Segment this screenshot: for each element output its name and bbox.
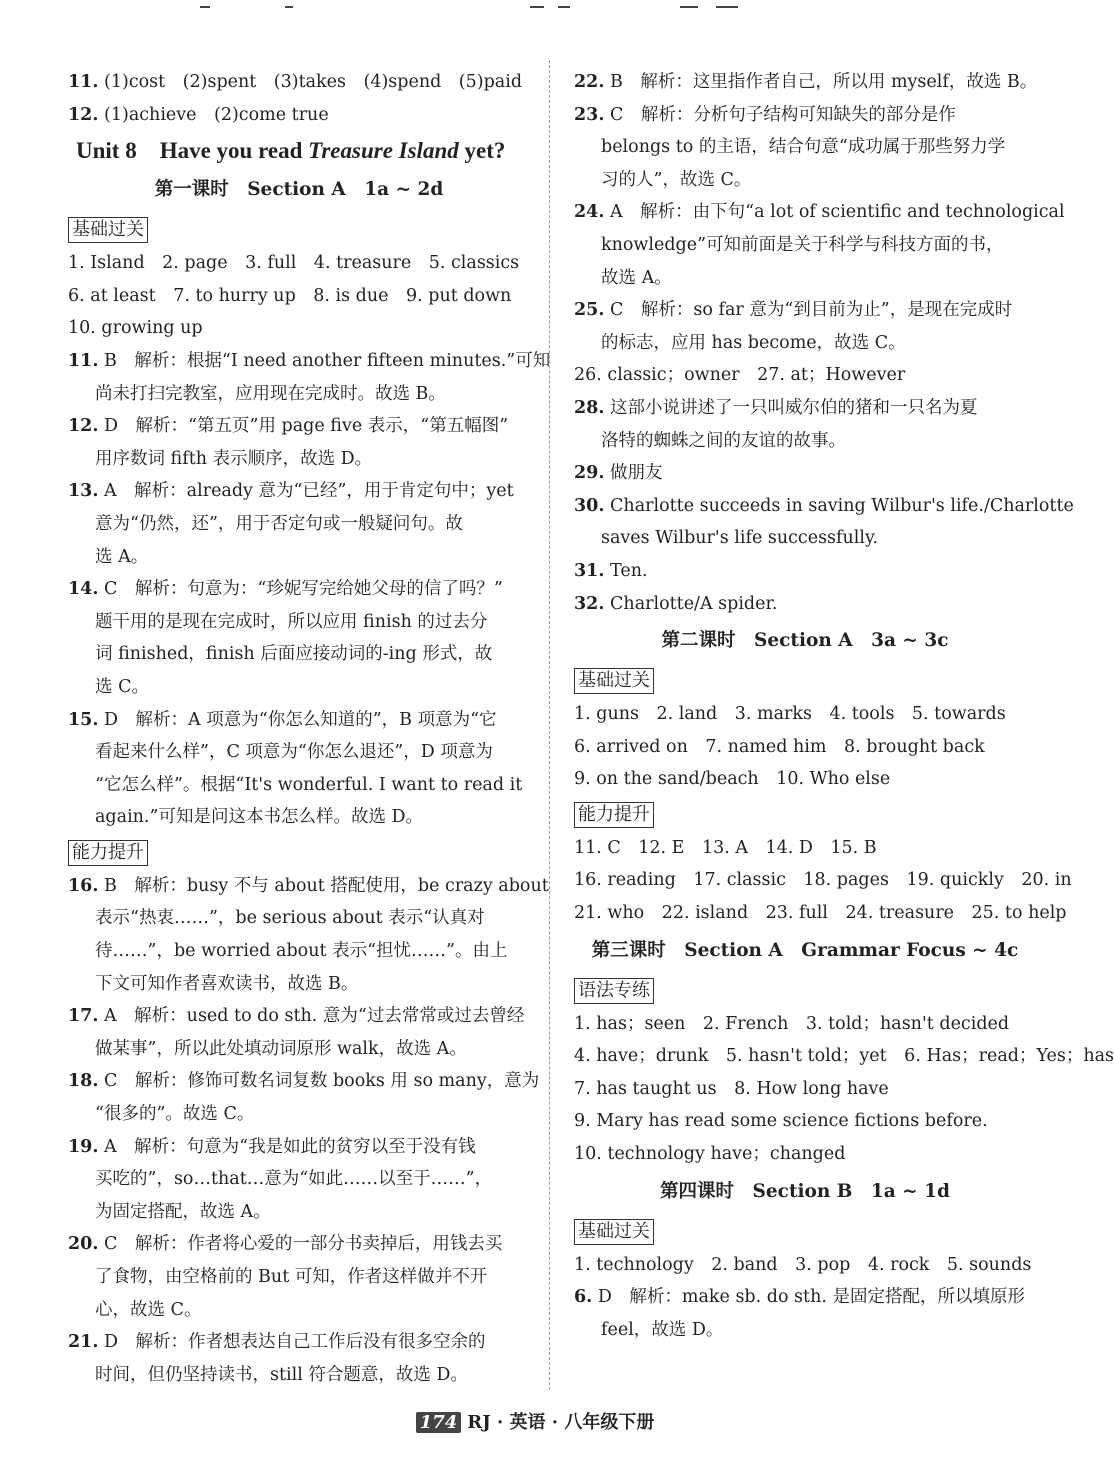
answer-text: D 解析：make sb. do sth. 是固定搭配，所以填原形 [597,1287,1025,1308]
answer-text: C 解析：修饰可数名词复数 books 用 so many，意为 [104,1071,540,1092]
answer-item [68,704,530,834]
answer-number: 17. [68,1006,99,1027]
left-column [68,66,551,1391]
answer-line [574,262,1036,295]
answer-number: 12. [68,104,99,125]
answer-number: 15. [68,709,99,730]
answer-line [574,66,1036,99]
answer-item [574,588,1036,621]
answer-text: C 解析：so far 意为“到目前为止”，是现在完成时 [610,300,1013,321]
page-footer [0,1408,1070,1434]
answer-line [68,638,530,671]
answer-text: 为固定搭配，故选 A。 [95,1201,271,1222]
answer-number: 12. [68,416,99,437]
answer-text: 的标志，应用 has become，故选 C。 [601,332,906,353]
answer-number: 13. [68,481,99,502]
answer-text: 做某事”，所以此处填动词原形 walk，故选 A。 [95,1038,467,1059]
answer-line [574,392,1036,425]
answer-line [574,131,1036,164]
answer-line: 1. technology 2. band 3. pop 4. rock 5. sounds [574,1254,1032,1275]
category-badge: 基础过关 [574,1219,654,1245]
answer-item [68,410,530,475]
answer-text: A 解析：由下句“a lot of scientific and technological [610,202,1065,223]
answer-item [68,1000,530,1065]
answer-line [68,1261,530,1294]
answer-item [574,392,1036,457]
answer-line [68,410,530,443]
answer-line: 1. Island 2. page 3. full 4. treasure 5. classics [68,253,520,274]
answer-line: 11. C 12. E 13. A 14. D 15. B [574,837,877,858]
answer-item [574,555,1036,588]
answer-line [574,327,1036,360]
answer-number: 31. [574,560,605,581]
answer-line: 1. has；seen 2. French 3. told；hasn't decided [574,1013,1010,1034]
answer-line [68,1359,530,1392]
answer-text: 尚未打扫完教室，应用现在完成时。故选 B。 [95,383,446,404]
answer-text: 表示“热衷……”，be serious about 表示“认真对 [95,908,485,929]
answer-item [574,99,1036,197]
answer-line [68,1228,530,1261]
answer-line [68,736,530,769]
answer-block [574,359,1036,392]
answer-item [574,294,1036,359]
answer-text: B 解析：根据“I need another fifteen minutes.”可知 [104,350,551,371]
answer-line [68,443,530,476]
answer-text: 看起来什么样”，C 项意为“你怎么退还”，D 项意为 [95,742,493,763]
answer-item [68,475,530,573]
answer-item [574,196,1065,294]
answer-line: 9. on the sand/beach 10. Who else [574,769,891,790]
answer-line [68,902,530,935]
answer-line [68,671,530,704]
unit-title-suffix: yet? [458,138,506,164]
answer-line: 26. classic；owner 27. at；However [574,365,906,386]
answer-line [574,294,1036,327]
answer-block [574,698,1036,796]
answer-item [68,573,530,703]
answer-line [68,541,530,574]
answer-number: 23. [574,104,605,125]
answer-block [574,1249,1036,1282]
unit-title-prefix: Unit 8 Have you read [76,138,309,164]
answer-line [574,425,1036,458]
section-heading: 第四课时 Section B 1a ~ 1d [660,1180,950,1202]
answer-line [68,1294,530,1327]
answer-number: 20. [68,1234,99,1255]
category-badge: 基础过关 [574,668,654,694]
answer-line [574,522,1036,555]
answer-line [68,606,530,639]
answer-number: 11. [68,72,99,92]
answer-number: 32. [574,593,605,614]
section-heading: 第一课时 Section A 1a ~ 2d [154,179,444,201]
answer-item [68,66,530,99]
answer-line: 1. guns 2. land 3. marks 4. tools 5. towards [574,704,1006,725]
answer-text: A 解析：used to do sth. 意为“过去常常或过去曾经 [104,1006,525,1027]
answer-text: 用序数词 fifth 表示顺序，故选 D。 [95,448,373,469]
answer-line [68,968,530,1001]
answer-number: 30. [574,495,605,516]
answer-text: 了食物，由空格前的 But 可知，作者这样做并不开 [95,1267,488,1287]
answer-text: A 解析：already 意为“已经”，用于肯定句中；yet [104,481,514,502]
answer-text: Charlotte/A spider. [610,593,778,614]
answer-text: 心，故选 C。 [95,1299,202,1320]
answer-text: C 解析：作者将心爱的一部分书卖掉后，用钱去买 [104,1234,503,1255]
answer-block [68,247,530,345]
answer-line [68,508,530,541]
answer-block [574,1008,1114,1171]
answer-line [574,1281,1036,1314]
answer-line [574,99,1036,132]
answer-text: “它怎么样”。根据“It's wonderful. I want to read it [95,774,523,795]
answer-number: 11. [68,350,99,371]
category-badge: 能力提升 [574,802,654,828]
answer-text: Charlotte succeeds in saving Wilbur's life./Charlotte [610,495,1074,516]
answer-text: C 解析：句意为：“珍妮写完给她父母的信了吗？” [104,579,503,600]
answer-line [68,769,530,802]
answer-line [68,1065,540,1098]
answer-line [574,196,1065,229]
section-heading: 第二课时 Section A 3a ~ 3c [661,630,949,652]
answer-number: 16. [68,875,99,896]
answer-number: 22. [574,72,605,92]
answer-text: “很多的”。故选 C。 [95,1104,255,1125]
answer-number: 14. [68,579,99,600]
answer-text: 做朋友 [610,463,663,484]
answer-text: (1)achieve (2)come true [104,104,329,125]
answer-text: 习的人”，故选 C。 [601,169,752,190]
answer-item [574,490,1074,555]
answer-line [574,588,1036,621]
column-divider [549,60,550,1390]
answer-line [68,704,530,737]
answer-text: 意为“仍然，还”，用于否定句或一般疑问句。故 [95,513,463,534]
answer-line [68,1131,530,1164]
answer-block [574,832,1072,930]
answer-line: 16. reading 17. classic 18. pages 19. quickly 20. in [574,870,1072,891]
answer-line [574,1314,1036,1347]
answer-text: 选 C。 [95,676,149,697]
answer-item [68,1228,530,1326]
answer-item [68,345,551,410]
answer-line: 21. who 22. island 23. full 24. treasure 25. to help [574,903,1067,924]
answer-line [574,457,1036,490]
unit-title [68,133,530,169]
answer-line [68,1163,530,1196]
answer-item [68,870,549,1000]
answer-text: 时间，但仍坚持读书，still 符合题意，故选 D。 [95,1364,468,1385]
answer-number: 21. [68,1332,99,1353]
answer-text: D 解析：A 项意为“你怎么知道的”，B 项意为“它 [104,709,497,730]
answer-line: 6. at least 7. to hurry up 8. is due 9. put down [68,285,512,306]
answer-item [68,99,530,132]
answer-line [574,229,1036,262]
page-number: 174 [416,1412,462,1433]
answer-text: again.”可知是问这本书怎么样。故选 D。 [95,807,424,828]
answer-number: 24. [574,202,605,223]
answer-text: (1)cost (2)spent (3)takes (4)spend (5)paid [104,72,523,92]
answer-line [68,801,530,834]
answer-text: B 解析：这里指作者自己，所以用 myself，故选 B。 [610,72,1038,92]
answer-line: 7. has taught us 8. How long have [574,1078,889,1099]
answer-text: saves Wilbur's life successfully. [601,528,879,549]
answer-text: 待……”，be worried about 表示“担忧……”。由上 [95,941,508,962]
answer-text: 词 finished，finish 后面应接动词的-ing 形式，故 [95,644,493,665]
answer-line [68,1033,530,1066]
answer-text: D 解析：作者想表达自己工作后没有很多空余的 [104,1332,486,1353]
answer-text: 下文可知作者喜欢读书，故选 B。 [95,973,359,994]
unit-title-book: Treasure Island [308,138,459,164]
answer-text: A 解析：句意为“我是如此的贫穷以至于没有钱 [104,1136,476,1157]
answer-item [68,1065,540,1130]
answer-number: 29. [574,463,605,484]
answer-line: 6. arrived on 7. named him 8. brought back [574,736,985,757]
answer-text: knowledge”可知前面是关于科学与科技方面的书， [601,234,1004,255]
answer-line [68,475,530,508]
answer-text: D 解析：“第五页”用 page five 表示，“第五幅图” [104,416,509,437]
answer-item [68,1326,530,1391]
answer-line [68,99,530,132]
answer-text: 选 A。 [95,546,149,567]
answer-number: 18. [68,1071,99,1092]
answer-line: 4. have；drunk 5. hasn't told；yet 6. Has；read；Yes；has [574,1046,1114,1067]
answer-line [68,573,530,606]
answer-line: 9. Mary has read some science fictions before. [574,1111,988,1132]
answer-number: 19. [68,1136,99,1157]
answer-text: B 解析：busy 不与 about 搭配使用，be crazy about [104,875,549,896]
answer-line [574,164,1036,197]
answer-number: 6. [574,1287,593,1308]
answer-line [68,1196,530,1229]
answer-line [68,870,549,903]
answer-line [574,555,1036,588]
answer-line [68,935,530,968]
category-badge: 基础过关 [68,217,148,243]
answer-line [68,345,551,378]
footer-text: RJ · 英语 · 八年级下册 [467,1412,655,1433]
category-badge: 语法专练 [574,978,654,1004]
answer-line: 10. technology have；changed [574,1144,846,1165]
answer-line [68,1000,530,1033]
answer-text: 洛特的蜘蛛之间的友谊的故事。 [601,430,846,451]
answer-text: 故选 A。 [601,267,672,288]
answer-line: 10. growing up [68,318,203,339]
answer-line [68,66,530,99]
answer-item [574,457,1036,490]
answer-item [574,1281,1036,1346]
answer-item [574,66,1036,99]
section-heading: 第三课时 Section A Grammar Focus ~ 4c [591,939,1019,961]
answer-text: 题干用的是现在完成时，所以应用 finish 的过去分 [95,611,488,632]
answer-text: feel，故选 D。 [601,1319,724,1340]
answer-text: C 解析：分析句子结构可知缺失的部分是作 [610,104,956,125]
right-column [574,66,1114,1346]
answer-text: 买吃的”，so…that…意为“如此……以至于……”， [95,1169,493,1190]
answer-line [68,1098,530,1131]
answer-text: Ten. [610,560,648,581]
answer-line [68,1326,530,1359]
answer-line [574,490,1074,523]
answer-text: belongs to 的主语，结合句意“成功属于那些努力学 [601,137,1006,158]
answer-line [68,378,530,411]
answer-text: 这部小说讲述了一只叫威尔伯的猪和一只名为夏 [610,397,978,418]
category-badge: 能力提升 [68,840,148,866]
answer-item [68,1131,530,1229]
scan-top-marks [0,0,1070,14]
answer-number: 25. [574,300,605,321]
answer-number: 28. [574,397,605,418]
